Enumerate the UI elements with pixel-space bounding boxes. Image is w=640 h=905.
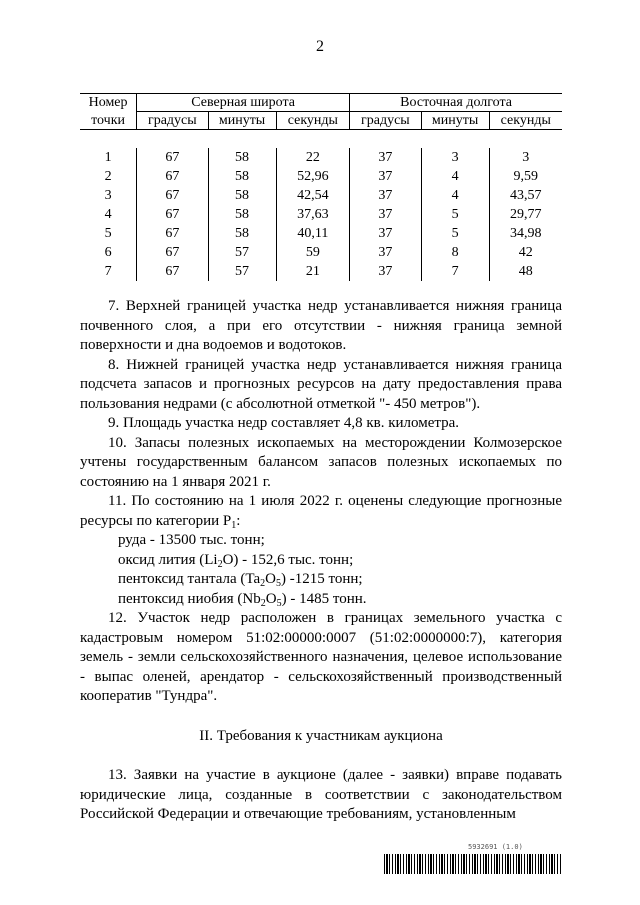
barcode	[384, 854, 562, 874]
table-cell: 6	[80, 243, 137, 262]
table-cell: 4	[421, 167, 489, 186]
paragraph-9: 9. Площадь участка недр составляет 4,8 кв. километра.	[108, 415, 459, 431]
table-cell: 5	[80, 224, 137, 243]
table-cell: 9,59	[513, 169, 539, 184]
header-lat-seconds: секунды	[276, 112, 350, 130]
table-cell: 67	[137, 186, 208, 205]
table-cell: 52,96	[276, 167, 350, 186]
table-cell: 7	[421, 262, 489, 281]
table-cell: 67	[137, 224, 208, 243]
table-cell: 22	[276, 148, 350, 167]
table-cell: 59	[276, 243, 350, 262]
table-row	[80, 186, 562, 205]
table-cell: 2	[80, 167, 137, 186]
paragraph-12: 12. Участок недр расположен в границах земельного участка с кадастровым номером 51:02:00000:0007 (51:02:0000000:7), категория земель - земли сельскохозяйственного назначения, целевое использование - выпас оленей, арендатор - сельскохозяйственный производственный кооператив "Тундра".	[80, 610, 562, 704]
table-cell: 3	[80, 186, 137, 205]
table-cell: 37	[350, 186, 421, 205]
document-code: 5932691 (1.0)	[468, 843, 523, 851]
header-east-longitude: Восточная долгота	[350, 94, 562, 112]
table-cell: 43,57	[510, 188, 542, 203]
table-cell: 3	[522, 150, 530, 165]
paragraph-11: 11. По состоянию на 1 июля 2022 г. оценены следующие прогнозные ресурсы по категории $P_1$:	[80, 493, 562, 531]
table-cell: 37	[350, 205, 421, 224]
table-cell: 3	[421, 148, 489, 167]
table-cell: 48	[518, 264, 533, 279]
table-cell: 37	[350, 167, 421, 186]
table-cell: 37	[350, 148, 421, 167]
table-cell: 67	[137, 205, 208, 224]
table-cell: 42	[518, 245, 533, 260]
table-cell: 34,98	[510, 226, 542, 241]
document-body	[80, 297, 562, 825]
header-lon-degrees: градусы	[350, 112, 421, 130]
table-cell: 67	[137, 243, 208, 262]
table-cell: 58	[208, 167, 276, 186]
page-number: 2	[316, 38, 324, 55]
table-cell: 7	[80, 262, 137, 281]
table-cell: 29,77	[510, 207, 542, 222]
table-cell: 8	[421, 243, 489, 262]
section-title: II. Требования к участникам аукциона	[199, 727, 443, 744]
table-cell: 58	[208, 186, 276, 205]
table-cell: 4	[80, 205, 137, 224]
table-cell: 58	[208, 224, 276, 243]
header-point-number-2: точки	[80, 112, 137, 130]
table-row	[80, 262, 562, 281]
coordinates-table	[80, 93, 562, 281]
table-cell: 5	[421, 205, 489, 224]
table-row	[80, 167, 562, 186]
table-cell: 4	[421, 186, 489, 205]
table-row	[80, 205, 562, 224]
table-cell: 37,63	[276, 205, 350, 224]
table-cell: 37	[350, 262, 421, 281]
table-row	[80, 243, 562, 262]
paragraph-13: 13. Заявки на участие в аукционе (далее - заявки) вправе подавать юридические лица, созданные в соответствии с законодательством Российской Федерации и отвечающие требованиям, установленным	[80, 767, 562, 822]
header-lat-minutes: минуты	[208, 112, 276, 130]
table-row	[80, 148, 562, 167]
header-north-latitude: Северная широта	[137, 94, 350, 112]
paragraph-10: 10. Запасы полезных ископаемых на месторождении Колмозерское учтены государственным балансом запасов полезных ископаемых по состоянию на 1 января 2021 г.	[80, 434, 562, 490]
header-lon-seconds: секунды	[489, 112, 562, 130]
table-cell: 67	[137, 167, 208, 186]
table-cell: 37	[350, 243, 421, 262]
table-cell: 5	[421, 224, 489, 243]
table-cell: 42,54	[276, 186, 350, 205]
table-cell: 58	[208, 148, 276, 167]
paragraph-7: 7. Верхней границей участка недр устанавливается нижняя граница почвенного слоя, а при его отсутствии - нижняя граница земной поверхности и дна водоемов и водотоков.	[80, 298, 562, 353]
table-cell: 40,11	[276, 224, 350, 243]
table-cell: 57	[208, 243, 276, 262]
table-cell: 67	[137, 262, 208, 281]
header-lon-minutes: минуты	[421, 112, 489, 130]
list-item-tantalum: пентоксид тантала $(Ta_2O_5)$ -1215 тонн;	[118, 571, 363, 589]
list-item-lithium: оксид лития $(Li_2O) - 152,6$ тыс. тонн;	[118, 551, 354, 570]
table-cell: 67	[137, 148, 208, 167]
header-point-number: Номер	[80, 94, 137, 112]
list-item-niobium: пентоксид ниобия $(Nb_2O_5) - 1485$ тонн.	[118, 590, 367, 609]
table-cell: 58	[208, 205, 276, 224]
table-cell: 21	[276, 262, 350, 281]
table-row	[80, 224, 562, 243]
table-cell: 1	[80, 148, 137, 167]
header-lat-degrees: градусы	[137, 112, 208, 130]
paragraph-8: 8. Нижней границей участка недр устанавливается нижняя граница подсчета запасов и прогнозных ресурсов на дату предоставления права пользования недрами (с абсолютной отметкой "- 450 метров").	[80, 356, 562, 412]
table-cell: 37	[350, 224, 421, 243]
table-cell: 57	[208, 262, 276, 281]
list-item-ore: руда - 13500 тыс. тонн;	[118, 532, 265, 548]
